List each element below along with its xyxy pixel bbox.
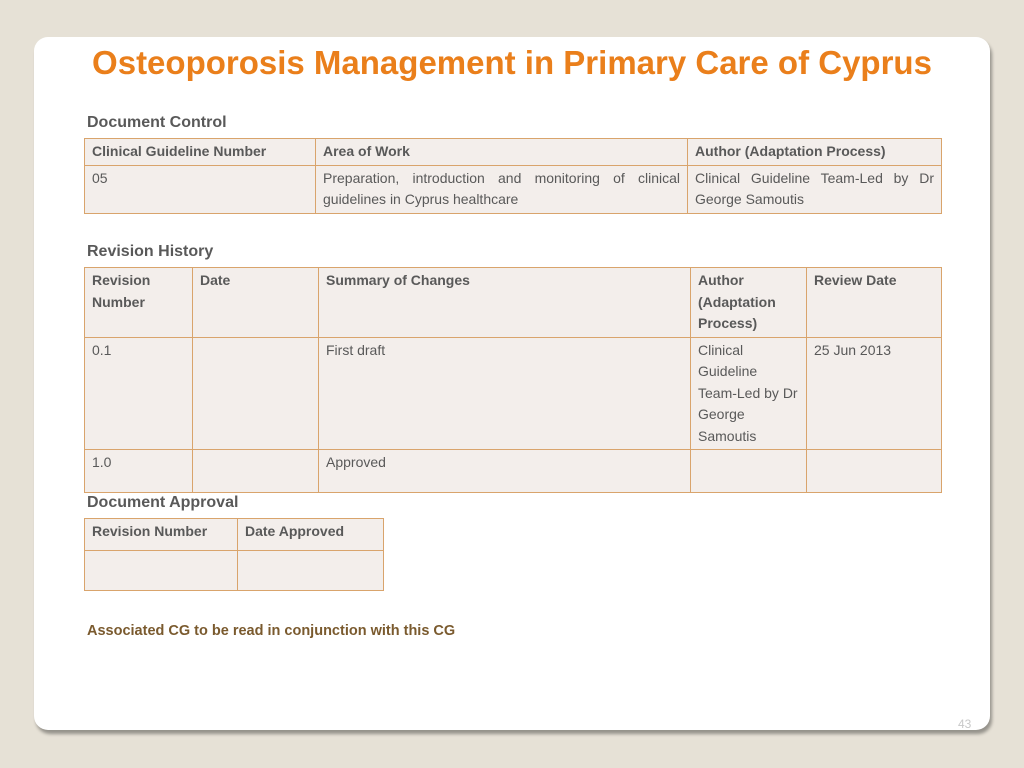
table-header-row [85, 519, 384, 551]
header-cell: Area of Work [316, 139, 688, 166]
header-cell: Date Approved [238, 519, 384, 551]
document-approval-table [84, 518, 384, 591]
table-cell [691, 450, 807, 493]
slide-title: Osteoporosis Management in Primary Care of Cyprus [92, 44, 932, 81]
table-cell: First draft [319, 337, 691, 450]
header-cell: Revision Number [85, 519, 238, 551]
table-cell [238, 551, 384, 591]
header-cell: Review Date [807, 268, 942, 338]
page-number: 43 [958, 717, 972, 731]
table-cell: 1.0 [85, 450, 193, 493]
table-cell [193, 337, 319, 450]
table-cell: 25 Jun 2013 [807, 337, 942, 450]
table-cell: Clinical Guideline Team-Led by Dr George Samoutis [691, 337, 807, 450]
header-cell: Revision Number [85, 268, 193, 338]
table-cell [193, 450, 319, 493]
revision-history-table [84, 267, 942, 493]
table-row [85, 551, 384, 591]
table-cell: Clinical Guideline Team-Led by Dr George Samoutis [688, 165, 942, 213]
table-cell: Preparation, introduction and monitoring of clinical guidelines in Cyprus healthcare [316, 165, 688, 213]
table-row [85, 450, 942, 493]
header-cell: Author (Adaptation Process) [691, 268, 807, 338]
table-cell [807, 450, 942, 493]
table-row [85, 165, 942, 213]
header-cell: Summary of Changes [319, 268, 691, 338]
document-approval-heading: Document Approval [87, 494, 239, 511]
table-cell: Approved [319, 450, 691, 493]
table-row [85, 337, 942, 450]
table-cell [85, 551, 238, 591]
document-control-table [84, 138, 942, 214]
document-control-heading: Document Control [87, 114, 227, 131]
table-header-row [85, 268, 942, 338]
associated-cg-note: Associated CG to be read in conjunction with this CG [87, 623, 456, 639]
table-cell: 0.1 [85, 337, 193, 450]
header-cell: Author (Adaptation Process) [688, 139, 942, 166]
table-cell: 05 [85, 165, 316, 213]
revision-history-heading: Revision History [87, 243, 214, 260]
table-header-row [85, 139, 942, 166]
header-cell: Date [193, 268, 319, 338]
header-cell: Clinical Guideline Number [85, 139, 316, 166]
